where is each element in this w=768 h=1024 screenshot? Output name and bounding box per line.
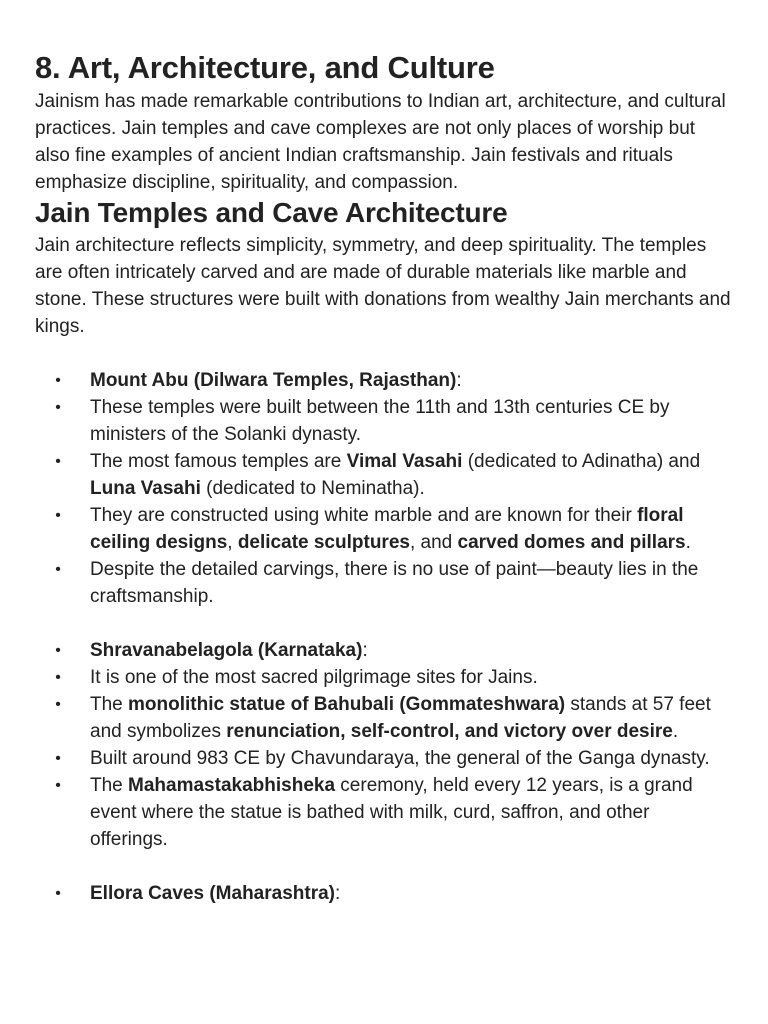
bold-text: Mount Abu (Dilwara Temples, Rajasthan) (90, 370, 457, 391)
list-item (35, 637, 732, 664)
text-run: Built around 983 CE by Chavundaraya, the general of the Ganga dynasty. (90, 748, 710, 769)
list-item (35, 502, 732, 556)
subsection-heading: Jain Temples and Cave Architecture (35, 197, 508, 228)
bullet-groups (35, 367, 732, 907)
bullet-list-ellora (35, 880, 732, 907)
text-run: They are constructed using white marble and are known for their (90, 505, 638, 526)
bullet-dot-icon: • (55, 885, 61, 902)
bullet-dot-icon: • (55, 750, 61, 767)
text-run: These temples were built between the 11th and 13th centuries CE by ministers of the Solanki dynasty. (90, 397, 670, 445)
text-run: The (90, 775, 129, 796)
bullet-dot-icon: • (55, 507, 61, 524)
text-run: stands at 57 feet and symbolizes (90, 694, 711, 742)
section-heading: 8. Art, Architecture, and Culture (35, 50, 495, 85)
text-run: , and (409, 532, 458, 553)
bold-text: Vimal Vasahi (346, 451, 463, 472)
text-run: . (685, 532, 691, 553)
text-run: (dedicated to Adinatha) and (462, 451, 701, 472)
bullet-dot-icon: • (55, 372, 61, 389)
bold-text: carved domes and pillars (457, 532, 686, 553)
text-run: . (672, 721, 679, 742)
list-item (35, 772, 732, 853)
text-run: : (456, 370, 462, 391)
text-run: , (227, 532, 238, 553)
list-item (35, 691, 732, 745)
text-run: (dedicated to Neminatha). (200, 478, 425, 499)
bullet-dot-icon: • (55, 669, 61, 686)
bold-text: Shravanabelagola (Karnataka) (90, 640, 363, 661)
bullet-dot-icon: • (55, 453, 61, 470)
bullet-dot-icon: • (55, 642, 61, 659)
bullet-dot-icon: • (55, 399, 61, 416)
text-run: It is one of the most sacred pilgrimage sites for Jains. (90, 667, 538, 688)
bullet-list-mount-abu (35, 367, 732, 610)
list-item (35, 367, 732, 394)
bold-text: delicate sculptures (237, 532, 410, 553)
list-item (35, 880, 732, 907)
text-run: The (90, 694, 129, 715)
bold-text: monolithic statue of Bahubali (Gommateshwara) (128, 694, 566, 715)
bold-text: floral ceiling designs (90, 505, 684, 553)
section-intro-paragraph: Jainism has made remarkable contributions to Indian art, architecture, and cultural practices. Jain temples and cave complexes are not only places of worship but also fine examples of ancient Indian craftsmanship. Jain festivals and rituals emphasize discipline, spirituality, and compassion. (35, 91, 726, 193)
text-run: : (335, 883, 341, 904)
list-item (35, 448, 732, 502)
list-item (35, 745, 732, 772)
bullet-dot-icon: • (55, 696, 61, 713)
bold-text: renunciation, self-control, and victory over desire (226, 721, 673, 742)
bullet-list-shravanabelagola (35, 637, 732, 853)
list-item (35, 394, 732, 448)
bold-text: Luna Vasahi (90, 478, 201, 499)
bold-text: Ellora Caves (Maharashtra) (90, 883, 335, 904)
text-run: The most famous temples are (90, 451, 347, 472)
bullet-dot-icon: • (55, 561, 61, 578)
text-run: ceremony, held every 12 years, is a grand event where the statue is bathed with milk, curd, saffron, and other offerings. (90, 775, 693, 850)
list-item (35, 556, 732, 610)
text-run: : (362, 640, 368, 661)
bold-text: Mahamastakabhisheka (128, 775, 336, 796)
subsection-intro-paragraph: Jain architecture reflects simplicity, symmetry, and deep spirituality. The temples are often intricately carved and are made of durable materials like marble and stone. These structures were built with donations from wealthy Jain merchants and kings. (35, 235, 731, 337)
text-run: Despite the detailed carvings, there is no use of paint—beauty lies in the craftsmanship. (90, 559, 699, 607)
list-item (35, 664, 732, 691)
bullet-dot-icon: • (55, 777, 61, 794)
